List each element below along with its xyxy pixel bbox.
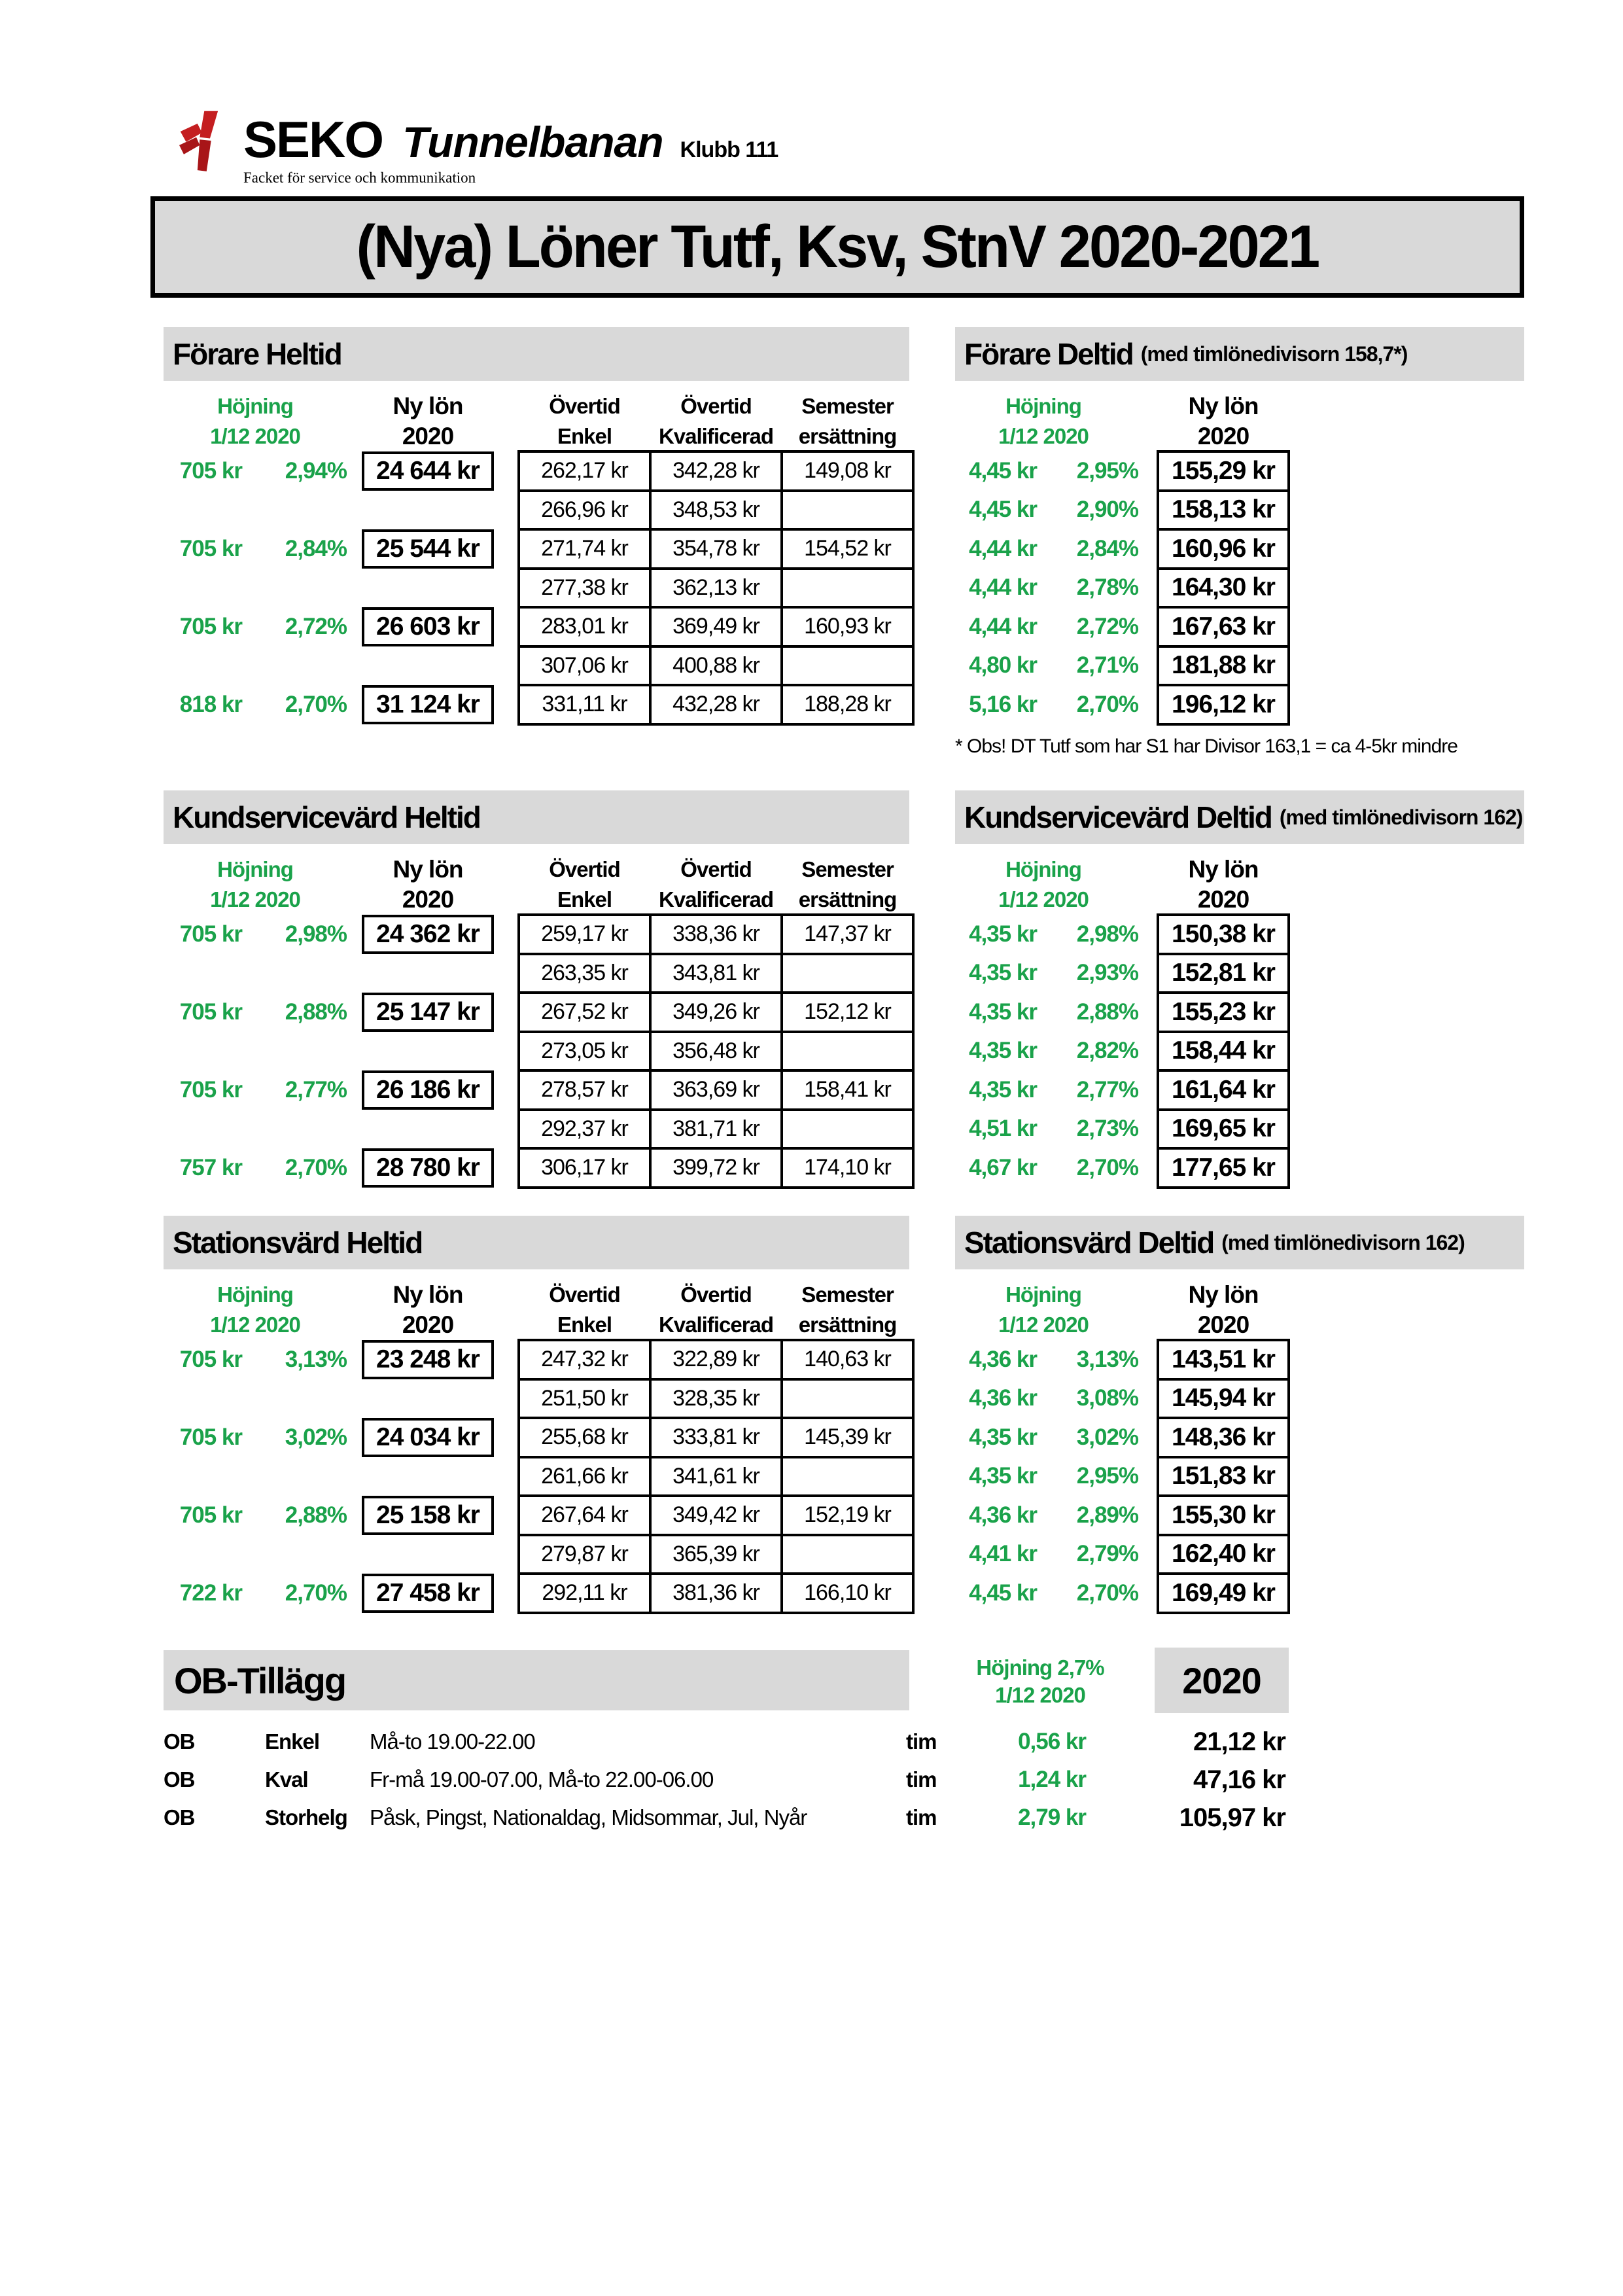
hojning-pct-value: 2,71%: [1076, 652, 1138, 679]
col-header-ny-lon: [1158, 391, 1289, 451]
overtime-cell-semester: 152,19 kr: [782, 1496, 913, 1535]
col-header-ny-lon: [362, 855, 494, 915]
section-subtitle-deltid: (med timlönedivisorn 162): [1279, 805, 1523, 829]
section-subtitle-deltid: (med timlönedivisorn 158,7*): [1140, 342, 1408, 366]
hojning-pct-value: 2,95%: [1076, 1463, 1138, 1489]
col-header-overtid-kval: [650, 855, 782, 915]
overtime-cell-enkel: 278,57 kr: [519, 1070, 650, 1110]
overtime-cell-enkel: 247,32 kr: [519, 1340, 650, 1379]
hojning-kr-value: 705 kr: [179, 1424, 242, 1450]
ob-row-value: 105,97 kr: [1179, 1803, 1285, 1832]
section-band-heltid: [164, 327, 909, 381]
header-line: 1/12 2020: [210, 1313, 300, 1337]
overtime-cell-semester: 140,63 kr: [782, 1340, 913, 1379]
overtime-cell-semester: 145,39 kr: [782, 1418, 913, 1457]
deltid-rate-box: 169,65 kr: [1158, 1110, 1289, 1149]
logo-tagline: Facket för service och kommunikation: [243, 169, 476, 186]
hojning-pct-value: 2,70%: [285, 1154, 347, 1180]
hojning-kr-value: 705 kr: [179, 1502, 242, 1528]
header-line: 2020: [402, 423, 454, 450]
col-header-hojning: [164, 855, 347, 915]
col-header-hojning: [164, 391, 347, 451]
overtime-cell-semester: [782, 1535, 913, 1574]
header-line: 1/12 2020: [998, 424, 1089, 448]
header-line: 2020: [1197, 1311, 1249, 1338]
header-line: 1/12 2020: [998, 887, 1089, 911]
hojning-kr-value: 705 kr: [179, 921, 242, 947]
ob-row-hojning: 0,56 kr: [1018, 1729, 1086, 1754]
header-line: Höjning: [1005, 394, 1081, 418]
hojning-pct-value: 3,13%: [1076, 1346, 1138, 1372]
ob-row-label: OB: [164, 1729, 195, 1754]
hojning-pct-value: 3,02%: [285, 1424, 347, 1450]
hojning-pct-value: 2,70%: [285, 1580, 347, 1606]
overtime-cell-semester: 158,41 kr: [782, 1070, 913, 1110]
overtime-cell-semester: 174,10 kr: [782, 1148, 913, 1188]
header-line: Övertid: [680, 394, 752, 418]
header-line: Övertid: [549, 394, 620, 418]
header-line: Ny lön: [393, 1281, 463, 1308]
header-line: ersättning: [798, 887, 897, 911]
header-line: Kvalificerad: [658, 1313, 774, 1337]
deltid-rate-box: 169,49 kr: [1158, 1574, 1289, 1613]
deltid-rate-box: 155,30 kr: [1158, 1496, 1289, 1535]
header-line: Övertid: [549, 857, 620, 881]
hojning-kr-value: 4,41 kr: [969, 1541, 1037, 1567]
overtime-cell-enkel: 266,96 kr: [519, 491, 650, 530]
col-header-ny-lon: [362, 391, 494, 451]
hojning-pct-value: 2,70%: [1076, 1154, 1138, 1180]
hojning-kr-value: 4,35 kr: [969, 1076, 1037, 1103]
header-line: Ny lön: [1188, 856, 1259, 883]
hojning-kr-value: 722 kr: [179, 1580, 242, 1606]
hojning-kr-value: 4,45 kr: [969, 457, 1037, 484]
hojning-pct-value: 2,88%: [285, 1502, 347, 1528]
ob-row-unit: tim: [906, 1767, 937, 1792]
header-line: Enkel: [557, 424, 612, 448]
ob-row-unit: tim: [906, 1729, 937, 1754]
header-line: ersättning: [798, 424, 897, 448]
overtime-cell-semester: 149,08 kr: [782, 451, 913, 491]
ny-lon-box: 24 034 kr: [362, 1418, 494, 1457]
overtime-cell-semester: [782, 491, 913, 530]
logo-klubb-label: Klubb 111: [680, 137, 778, 162]
section-band-deltid: [955, 790, 1524, 844]
header-line: Höjning: [1005, 857, 1081, 881]
hojning-kr-value: 705 kr: [179, 998, 242, 1025]
ob-hojning-line1: Höjning 2,7%: [976, 1655, 1104, 1680]
overtime-cell-kval: 342,28 kr: [650, 451, 782, 491]
ny-lon-box: 25 158 kr: [362, 1496, 494, 1535]
overtime-cell-kval: 356,48 kr: [650, 1032, 782, 1071]
hojning-kr-value: 705 kr: [179, 1346, 242, 1372]
section-band-heltid: [164, 790, 909, 844]
overtime-cell-semester: [782, 1379, 913, 1419]
hojning-kr-value: 4,67 kr: [969, 1154, 1037, 1180]
ny-lon-box: 25 147 kr: [362, 993, 494, 1032]
hojning-kr-value: 4,35 kr: [969, 998, 1037, 1025]
col-header-ny-lon: [1158, 1280, 1289, 1340]
hojning-kr-value: 4,35 kr: [969, 1463, 1037, 1489]
hojning-kr-value: 4,36 kr: [969, 1385, 1037, 1411]
hojning-kr-value: 705 kr: [179, 1076, 242, 1103]
overtime-cell-kval: 338,36 kr: [650, 915, 782, 954]
header-line: Höjning: [217, 857, 293, 881]
overtime-cell-kval: 343,81 kr: [650, 954, 782, 993]
hojning-kr-value: 818 kr: [179, 691, 242, 717]
deltid-rate-box: 151,83 kr: [1158, 1457, 1289, 1496]
overtime-cell-kval: 348,53 kr: [650, 491, 782, 530]
col-header-overtid-enkel: [519, 391, 650, 451]
ob-row-hojning: 2,79 kr: [1018, 1805, 1086, 1830]
ny-lon-box: 26 603 kr: [362, 607, 494, 646]
hojning-pct-value: 2,82%: [1076, 1038, 1138, 1064]
overtime-cell-enkel: 267,64 kr: [519, 1496, 650, 1535]
hojning-kr-value: 4,45 kr: [969, 1580, 1037, 1606]
overtime-cell-enkel: 267,52 kr: [519, 993, 650, 1032]
header-line: Semester: [801, 394, 894, 418]
header-line: ersättning: [798, 1313, 897, 1337]
header-line: Höjning: [217, 394, 293, 418]
overtime-cell-enkel: 277,38 kr: [519, 569, 650, 608]
section-title-heltid: Kundservicevärd Heltid: [173, 800, 480, 834]
overtime-cell-semester: 147,37 kr: [782, 915, 913, 954]
header-line: Övertid: [549, 1282, 620, 1307]
deltid-rate-box: 167,63 kr: [1158, 607, 1289, 646]
hojning-kr-value: 4,44 kr: [969, 574, 1037, 601]
ny-lon-box: 23 248 kr: [362, 1340, 494, 1379]
ny-lon-box: 24 644 kr: [362, 451, 494, 491]
overtime-cell-semester: [782, 1110, 913, 1149]
overtime-cell-enkel: 251,50 kr: [519, 1379, 650, 1419]
hojning-pct-value: 2,70%: [1076, 691, 1138, 717]
hojning-pct-value: 2,78%: [1076, 574, 1138, 601]
hojning-kr-value: 705 kr: [179, 535, 242, 561]
overtime-cell-enkel: 307,06 kr: [519, 646, 650, 686]
overtime-cell-kval: 363,69 kr: [650, 1070, 782, 1110]
hojning-pct-value: 2,79%: [1076, 1541, 1138, 1567]
overtime-cell-enkel: 273,05 kr: [519, 1032, 650, 1071]
deltid-rate-box: 164,30 kr: [1158, 569, 1289, 608]
hojning-pct-value: 2,70%: [1076, 1580, 1138, 1606]
ob-section-band: [164, 1650, 909, 1710]
col-header-overtid-kval: [650, 391, 782, 451]
overtime-cell-enkel: 331,11 kr: [519, 685, 650, 724]
overtime-cell-kval: 349,42 kr: [650, 1496, 782, 1535]
hojning-kr-value: 4,44 kr: [969, 535, 1037, 561]
hojning-pct-value: 2,98%: [285, 921, 347, 947]
overtime-table: [517, 913, 915, 1189]
hojning-pct-value: 2,93%: [1076, 960, 1138, 986]
overtime-cell-enkel: 306,17 kr: [519, 1148, 650, 1188]
logo-org-name: SEKO: [243, 111, 383, 168]
deltid-rate-box: 143,51 kr: [1158, 1340, 1289, 1379]
hojning-kr-value: 705 kr: [179, 457, 242, 484]
ob-row-desc: Påsk, Pingst, Nationaldag, Midsommar, Jul, Nyår: [370, 1805, 807, 1829]
hojning-pct-value: 3,13%: [285, 1346, 347, 1372]
col-header-ny-lon: [362, 1280, 494, 1340]
logo-brand-name: Tunnelbanan: [402, 118, 663, 166]
overtime-cell-enkel: 283,01 kr: [519, 607, 650, 646]
hojning-pct-value: 2,84%: [285, 535, 347, 561]
section-band-deltid: [955, 1216, 1524, 1269]
deltid-rate-box: 145,94 kr: [1158, 1379, 1289, 1419]
overtime-cell-enkel: 279,87 kr: [519, 1535, 650, 1574]
col-header-overtid-enkel: [519, 855, 650, 915]
header-line: Ny lön: [1188, 1281, 1259, 1308]
deltid-rate-box: 155,29 kr: [1158, 451, 1289, 491]
overtime-cell-semester: [782, 1032, 913, 1071]
page-title: [150, 196, 1524, 298]
overtime-cell-semester: [782, 954, 913, 993]
hojning-pct-value: 2,70%: [285, 691, 347, 717]
overtime-cell-kval: 432,28 kr: [650, 685, 782, 724]
deltid-rate-box: 177,65 kr: [1158, 1148, 1289, 1188]
header-line: Höjning: [1005, 1282, 1081, 1307]
hojning-kr-value: 4,44 kr: [969, 613, 1037, 639]
deltid-rate-box: 160,96 kr: [1158, 529, 1289, 569]
ny-lon-box: 27 458 kr: [362, 1574, 494, 1613]
deltid-rate-box: 150,38 kr: [1158, 915, 1289, 954]
header-line: Enkel: [557, 887, 612, 911]
divisor-footnote: * Obs! DT Tutf som har S1 har Divisor 163,1 = ca 4-5kr mindre: [955, 735, 1457, 757]
ob-year-box: 2020: [1155, 1648, 1289, 1713]
overtime-cell-semester: 154,52 kr: [782, 529, 913, 569]
hojning-kr-value: 5,16 kr: [969, 691, 1037, 717]
deltid-rate-box: 158,13 kr: [1158, 491, 1289, 530]
overtime-cell-kval: 381,71 kr: [650, 1110, 782, 1149]
page-title-text: (Nya) Löner Tutf, Ksv, StnV 2020-2021: [356, 213, 1319, 280]
header-line: Enkel: [557, 1313, 612, 1337]
overtime-cell-enkel: 262,17 kr: [519, 451, 650, 491]
overtime-cell-enkel: 261,66 kr: [519, 1457, 650, 1496]
header-line: 2020: [1197, 423, 1249, 450]
overtime-cell-kval: 322,89 kr: [650, 1340, 782, 1379]
hojning-kr-value: 4,35 kr: [969, 1424, 1037, 1450]
deltid-wage-table: [1157, 450, 1290, 726]
section-title-deltid: Förare Deltid: [964, 337, 1133, 371]
section-title-heltid: Stationsvärd Heltid: [173, 1226, 423, 1260]
hojning-kr-value: 4,35 kr: [969, 921, 1037, 947]
deltid-rate-box: 158,44 kr: [1158, 1032, 1289, 1071]
ob-row-label: OB: [164, 1767, 195, 1792]
section-title-heltid: Förare Heltid: [173, 337, 341, 371]
hojning-pct-value: 2,72%: [285, 613, 347, 639]
ob-row-value: 21,12 kr: [1193, 1727, 1285, 1756]
overtime-cell-semester: [782, 1457, 913, 1496]
hojning-pct-value: 2,72%: [1076, 613, 1138, 639]
hojning-pct-value: 2,89%: [1076, 1502, 1138, 1528]
hojning-kr-value: 4,35 kr: [969, 1038, 1037, 1064]
col-header-semester: [782, 391, 913, 451]
hojning-kr-value: 4,35 kr: [969, 960, 1037, 986]
overtime-cell-kval: 349,26 kr: [650, 993, 782, 1032]
overtime-cell-kval: 399,72 kr: [650, 1148, 782, 1188]
ob-row-value: 47,16 kr: [1193, 1765, 1285, 1794]
hojning-pct-value: 2,77%: [285, 1076, 347, 1103]
ob-row-type: Kval: [265, 1767, 308, 1792]
col-header-overtid-enkel: [519, 1280, 650, 1340]
ob-row-type: Enkel: [265, 1729, 320, 1754]
deltid-rate-box: 152,81 kr: [1158, 954, 1289, 993]
overtime-cell-kval: 381,36 kr: [650, 1574, 782, 1613]
col-header-hojning: [949, 1280, 1138, 1340]
section-title-deltid: Stationsvärd Deltid: [964, 1226, 1214, 1260]
hojning-pct-value: 2,73%: [1076, 1116, 1138, 1142]
ny-lon-box: 31 124 kr: [362, 685, 494, 724]
col-header-semester: [782, 855, 913, 915]
overtime-cell-kval: 400,88 kr: [650, 646, 782, 686]
ob-section-title: OB-Tillägg: [174, 1659, 346, 1701]
hojning-pct-value: 2,95%: [1076, 457, 1138, 484]
deltid-rate-box: 148,36 kr: [1158, 1418, 1289, 1457]
ny-lon-box: 24 362 kr: [362, 915, 494, 954]
header-line: 1/12 2020: [210, 424, 300, 448]
section-band-heltid: [164, 1216, 909, 1269]
overtime-cell-kval: 328,35 kr: [650, 1379, 782, 1419]
deltid-rate-box: 161,64 kr: [1158, 1070, 1289, 1110]
header-line: Höjning: [217, 1282, 293, 1307]
hojning-kr-value: 757 kr: [179, 1154, 242, 1180]
col-header-hojning: [949, 391, 1138, 451]
ob-row-desc: Fr-må 19.00-07.00, Må-to 22.00-06.00: [370, 1767, 714, 1792]
hojning-pct-value: 2,94%: [285, 457, 347, 484]
seko-logo-icon: [177, 110, 234, 175]
header-line: Semester: [801, 857, 894, 881]
hojning-pct-value: 3,08%: [1076, 1385, 1138, 1411]
overtime-cell-kval: 333,81 kr: [650, 1418, 782, 1457]
hojning-pct-value: 2,77%: [1076, 1076, 1138, 1103]
deltid-wage-table: [1157, 913, 1290, 1189]
hojning-kr-value: 4,45 kr: [969, 497, 1037, 523]
col-header-hojning: [949, 855, 1138, 915]
overtime-cell-semester: [782, 569, 913, 608]
deltid-rate-box: 162,40 kr: [1158, 1535, 1289, 1574]
hojning-kr-value: 4,36 kr: [969, 1502, 1037, 1528]
header-line: Ny lön: [1188, 393, 1259, 419]
overtime-cell-semester: 188,28 kr: [782, 685, 913, 724]
deltid-rate-box: 196,12 kr: [1158, 685, 1289, 724]
ob-row-desc: Må-to 19.00-22.00: [370, 1729, 535, 1754]
col-header-overtid-kval: [650, 1280, 782, 1340]
header-line: 2020: [1197, 886, 1249, 913]
ny-lon-box: 28 780 kr: [362, 1148, 494, 1188]
logo-text: [243, 110, 778, 186]
hojning-kr-value: 4,80 kr: [969, 652, 1037, 679]
ob-row-hojning: 1,24 kr: [1018, 1767, 1086, 1792]
ob-hojning-line2: 1/12 2020: [995, 1683, 1085, 1707]
hojning-pct-value: 2,90%: [1076, 497, 1138, 523]
overtime-cell-semester: 160,93 kr: [782, 607, 913, 646]
ob-hojning-header: [942, 1654, 1138, 1709]
header-line: Semester: [801, 1282, 894, 1307]
ny-lon-box: 25 544 kr: [362, 529, 494, 569]
overtime-cell-kval: 341,61 kr: [650, 1457, 782, 1496]
deltid-wage-table: [1157, 1339, 1290, 1614]
hojning-pct-value: 2,84%: [1076, 535, 1138, 561]
overtime-cell-kval: 362,13 kr: [650, 569, 782, 608]
hojning-kr-value: 4,51 kr: [969, 1116, 1037, 1142]
header-line: 1/12 2020: [998, 1313, 1089, 1337]
ob-row-label: OB: [164, 1805, 195, 1829]
overtime-cell-kval: 369,49 kr: [650, 607, 782, 646]
hojning-kr-value: 4,36 kr: [969, 1346, 1037, 1372]
header-line: Ny lön: [393, 856, 463, 883]
overtime-cell-semester: [782, 646, 913, 686]
header-line: Kvalificerad: [658, 424, 774, 448]
header-line: Övertid: [680, 857, 752, 881]
col-header-semester: [782, 1280, 913, 1340]
deltid-rate-box: 155,23 kr: [1158, 993, 1289, 1032]
section-band-deltid: [955, 327, 1524, 381]
hojning-pct-value: 2,98%: [1076, 921, 1138, 947]
hojning-pct-value: 2,88%: [1076, 998, 1138, 1025]
overtime-cell-kval: 354,78 kr: [650, 529, 782, 569]
overtime-cell-enkel: 259,17 kr: [519, 915, 650, 954]
header-line: Kvalificerad: [658, 887, 774, 911]
hojning-pct-value: 2,88%: [285, 998, 347, 1025]
overtime-cell-enkel: 263,35 kr: [519, 954, 650, 993]
overtime-cell-semester: 166,10 kr: [782, 1574, 913, 1613]
overtime-table: [517, 450, 915, 726]
col-header-hojning: [164, 1280, 347, 1340]
header-line: Övertid: [680, 1282, 752, 1307]
overtime-cell-semester: 152,12 kr: [782, 993, 913, 1032]
header-line: 1/12 2020: [210, 887, 300, 911]
header-line: 2020: [402, 1311, 454, 1338]
hojning-kr-value: 705 kr: [179, 613, 242, 639]
ob-row-type: Storhelg: [265, 1805, 347, 1829]
logo-block: [177, 110, 778, 186]
overtime-cell-enkel: 271,74 kr: [519, 529, 650, 569]
section-title-deltid: Kundservicevärd Deltid: [964, 800, 1272, 834]
overtime-cell-enkel: 255,68 kr: [519, 1418, 650, 1457]
ob-row-unit: tim: [906, 1805, 937, 1829]
section-subtitle-deltid: (med timlönedivisorn 162): [1221, 1230, 1465, 1254]
ny-lon-box: 26 186 kr: [362, 1070, 494, 1110]
header-line: 2020: [402, 886, 454, 913]
overtime-table: [517, 1339, 915, 1614]
deltid-rate-box: 181,88 kr: [1158, 646, 1289, 686]
col-header-ny-lon: [1158, 855, 1289, 915]
overtime-cell-enkel: 292,37 kr: [519, 1110, 650, 1149]
hojning-pct-value: 3,02%: [1076, 1424, 1138, 1450]
overtime-cell-enkel: 292,11 kr: [519, 1574, 650, 1613]
header-line: Ny lön: [393, 393, 463, 419]
overtime-cell-kval: 365,39 kr: [650, 1535, 782, 1574]
